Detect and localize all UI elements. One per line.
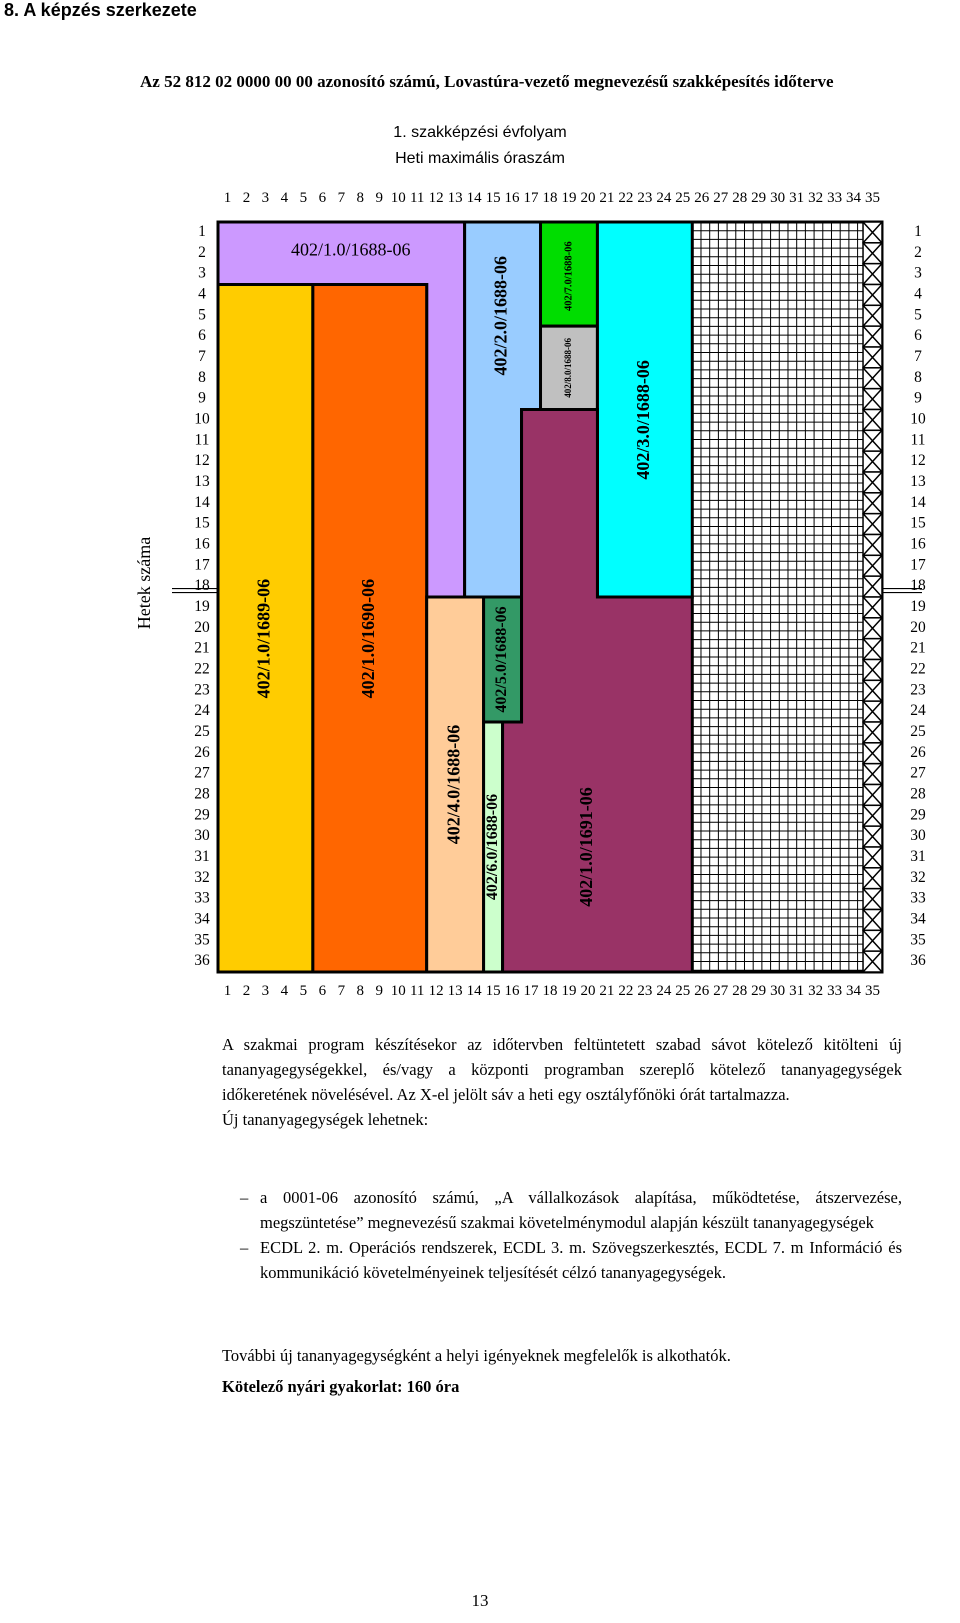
row-tick: 1 <box>914 222 922 240</box>
column-tick: 20 <box>580 983 596 999</box>
column-tick: 12 <box>428 190 444 206</box>
page-number: 13 <box>471 1591 489 1610</box>
column-tick: 20 <box>580 190 596 206</box>
column-tick: 9 <box>375 190 384 206</box>
block-label: 402/8.0/1688-06 <box>563 337 574 398</box>
column-tick: 21 <box>599 190 615 206</box>
column-tick: 16 <box>504 983 520 999</box>
row-tick: 3 <box>914 264 922 282</box>
row-tick: 7 <box>914 347 922 365</box>
column-tick: 17 <box>523 983 539 999</box>
column-tick: 7 <box>337 983 346 999</box>
row-tick: 21 <box>910 639 926 657</box>
column-tick: 32 <box>808 983 824 999</box>
row-tick: 19 <box>910 597 926 615</box>
footnote-text: A szakmai program készítésekor az időtervben feltüntetett szabad sávot kötelező kitölteni új tananyagegységekkel, és/vagy a központi programban szereplő kötelező tananyagegységek időkeretének növelésével. Az X-el jelölt sáv a heti egy osztályfőnöki órát tartalmazza. <box>222 1035 902 1104</box>
y-axis-title: Hetek száma <box>134 536 154 630</box>
section-heading: 8. A képzés szerkezete <box>4 0 197 20</box>
column-tick: 16 <box>504 190 520 206</box>
row-tick: 24 <box>194 702 210 720</box>
column-tick: 5 <box>299 983 308 999</box>
column-tick: 5 <box>299 190 308 206</box>
row-tick: 35 <box>194 931 210 949</box>
row-tick: 35 <box>910 931 926 949</box>
block-label: 402/1.0/1691-06 <box>576 787 597 907</box>
column-tick: 33 <box>827 983 843 999</box>
footnote <box>222 1032 902 1132</box>
row-tick: 20 <box>194 618 210 636</box>
column-tick: 33 <box>827 190 843 206</box>
row-tick: 13 <box>910 472 926 490</box>
row-tick: 9 <box>914 389 922 407</box>
list-item <box>240 1235 902 1285</box>
block-label: 402/6.0/1688-06 <box>483 793 501 901</box>
row-tick: 24 <box>910 702 926 720</box>
list-dash: – <box>240 1238 249 1257</box>
column-tick: 26 <box>694 983 710 999</box>
row-tick: 12 <box>910 452 926 470</box>
row-tick: 10 <box>194 410 210 428</box>
row-tick: 20 <box>910 618 926 636</box>
row-tick: 27 <box>910 764 926 782</box>
column-tick: 28 <box>732 983 748 999</box>
row-tick: 32 <box>910 868 926 886</box>
column-tick: 34 <box>846 190 862 206</box>
row-tick: 16 <box>910 535 926 553</box>
row-tick: 23 <box>910 681 926 699</box>
block-label: 402/7.0/1688-06 <box>563 241 575 312</box>
row-tick: 2 <box>198 243 206 261</box>
row-tick: 25 <box>194 722 210 740</box>
column-tick: 26 <box>694 190 710 206</box>
column-tick: 14 <box>466 190 482 206</box>
row-tick: 4 <box>914 285 922 303</box>
free-band-grid <box>692 222 882 972</box>
column-tick: 2 <box>242 190 251 206</box>
column-tick: 13 <box>447 190 463 206</box>
column-tick: 22 <box>618 190 634 206</box>
free-band <box>692 222 882 972</box>
row-tick: 18 <box>910 577 926 595</box>
column-tick: 18 <box>542 983 558 999</box>
row-tick: 17 <box>194 556 210 574</box>
column-tick: 8 <box>356 190 365 206</box>
document-title: Az 52 812 02 0000 00 00 azonosító számú, Lovastúra-vezető megnevezésű szakképesítés időterve <box>140 72 834 91</box>
hours-caption: Heti maximális óraszám <box>395 150 565 167</box>
list-item-text: ECDL 2. m. Operációs rendszerek, ECDL 3. m. Szövegszerkesztés, ECDL 7. m Információ és kommunikáció követelményeinek teljesítését célzó tananyagegységek. <box>260 1238 902 1282</box>
column-tick: 1 <box>223 983 232 999</box>
block-label: 402/1.0/1689-06 <box>253 578 274 699</box>
row-tick: 5 <box>914 306 922 324</box>
row-tick: 14 <box>910 493 926 511</box>
row-tick: 26 <box>194 743 210 761</box>
column-tick: 22 <box>618 983 634 999</box>
row-tick: 30 <box>910 827 926 845</box>
row-tick: 18 <box>194 577 210 595</box>
column-tick: 21 <box>599 983 615 999</box>
column-tick: 3 <box>261 190 270 206</box>
column-tick: 3 <box>261 983 270 999</box>
column-tick: 19 <box>561 190 577 206</box>
column-tick: 31 <box>789 983 805 999</box>
column-tick: 25 <box>675 190 691 206</box>
column-tick: 28 <box>732 190 748 206</box>
row-tick: 34 <box>194 910 210 928</box>
row-tick: 15 <box>910 514 926 532</box>
column-tick: 1 <box>223 190 232 206</box>
column-tick: 14 <box>466 983 482 999</box>
column-tick: 29 <box>751 983 767 999</box>
summer-practice: Kötelező nyári gyakorlat: 160 óra <box>222 1377 460 1396</box>
row-tick: 31 <box>194 847 210 865</box>
column-tick: 29 <box>751 190 767 206</box>
row-tick: 17 <box>910 556 926 574</box>
row-tick: 23 <box>194 681 210 699</box>
column-tick: 23 <box>637 983 653 999</box>
column-tick: 18 <box>542 190 558 206</box>
row-tick: 12 <box>194 452 210 470</box>
row-tick: 7 <box>198 347 206 365</box>
column-tick: 11 <box>409 983 425 999</box>
column-tick: 34 <box>846 983 862 999</box>
row-tick: 32 <box>194 868 210 886</box>
column-tick: 23 <box>637 190 653 206</box>
row-tick: 2 <box>914 243 922 261</box>
row-tick: 6 <box>198 327 206 345</box>
column-tick: 13 <box>447 983 463 999</box>
row-tick: 29 <box>910 806 926 824</box>
block-label: 402/4.0/1688-06 <box>443 724 464 845</box>
column-tick: 7 <box>337 190 346 206</box>
row-tick: 25 <box>910 722 926 740</box>
row-tick: 4 <box>198 285 206 303</box>
row-tick: 13 <box>194 472 210 490</box>
column-tick: 10 <box>390 190 406 206</box>
row-tick: 16 <box>194 535 210 553</box>
column-tick: 31 <box>789 190 805 206</box>
row-tick: 27 <box>194 764 210 782</box>
column-tick: 24 <box>656 983 672 999</box>
column-tick: 6 <box>318 983 327 999</box>
row-tick: 22 <box>910 660 926 678</box>
row-tick: 21 <box>194 639 210 657</box>
column-tick: 6 <box>318 190 327 206</box>
row-tick: 28 <box>910 785 926 803</box>
row-tick: 29 <box>194 806 210 824</box>
block-label: 402/2.0/1688-06 <box>490 256 511 376</box>
row-tick: 9 <box>198 389 206 407</box>
row-tick: 36 <box>910 952 926 970</box>
further-units: További új tananyagegységként a helyi igényeknek megfelelők is alkothatók. <box>222 1346 731 1365</box>
column-tick: 25 <box>675 983 691 999</box>
column-tick: 10 <box>390 983 406 999</box>
year-caption: 1. szakképzési évfolyam <box>393 124 567 141</box>
block-label: 402/1.0/1688-06 <box>291 239 411 260</box>
row-tick: 8 <box>914 368 922 386</box>
row-tick: 11 <box>910 431 926 449</box>
row-tick: 5 <box>198 306 206 324</box>
x-band-class-hour <box>863 222 882 972</box>
column-tick: 15 <box>485 983 501 999</box>
column-tick: 30 <box>770 983 786 999</box>
row-tick: 11 <box>194 431 210 449</box>
block-label: 402/1.0/1690-06 <box>357 578 378 699</box>
block-label: 402/3.0/1688-06 <box>632 360 653 480</box>
row-tick: 34 <box>910 910 926 928</box>
row-tick: 15 <box>194 514 210 532</box>
column-tick: 12 <box>428 983 444 999</box>
requirement-list <box>240 1185 902 1285</box>
column-tick: 32 <box>808 190 824 206</box>
row-tick: 19 <box>194 597 210 615</box>
list-item-text: a 0001-06 azonosító számú, „A vállalkozások alapítása, működtetése, átszervezése, megszüntetése” megnevezésű szakmai követelménymodul alapján készült tananyagegységek <box>260 1188 902 1232</box>
row-tick: 28 <box>194 785 210 803</box>
row-tick: 3 <box>198 264 206 282</box>
row-tick: 14 <box>194 493 210 511</box>
row-tick: 31 <box>910 847 926 865</box>
row-tick: 26 <box>910 743 926 761</box>
column-tick: 4 <box>280 190 289 206</box>
list-dash: – <box>240 1188 249 1207</box>
row-tick: 33 <box>910 889 926 907</box>
column-tick: 30 <box>770 190 786 206</box>
row-tick: 22 <box>194 660 210 678</box>
row-tick: 6 <box>914 327 922 345</box>
column-tick: 27 <box>713 190 729 206</box>
closing-text <box>222 1343 902 1405</box>
row-tick: 30 <box>194 827 210 845</box>
column-tick: 2 <box>242 983 251 999</box>
column-tick: 35 <box>865 983 881 999</box>
column-tick: 35 <box>865 190 881 206</box>
column-tick: 24 <box>656 190 672 206</box>
column-tick: 15 <box>485 190 501 206</box>
row-tick: 10 <box>910 410 926 428</box>
row-tick: 8 <box>198 368 206 386</box>
block-label: 402/5.0/1688-06 <box>493 606 511 713</box>
row-tick: 36 <box>194 952 210 970</box>
column-tick: 8 <box>356 983 365 999</box>
row-tick: 1 <box>198 222 206 240</box>
column-tick: 17 <box>523 190 539 206</box>
column-tick: 9 <box>375 983 384 999</box>
new-units-label: Új tananyagegységek lehetnek: <box>222 1110 429 1129</box>
column-tick: 11 <box>409 190 425 206</box>
column-tick: 27 <box>713 983 729 999</box>
column-tick: 19 <box>561 983 577 999</box>
list-item <box>240 1185 902 1235</box>
column-tick: 4 <box>280 983 289 999</box>
row-tick: 33 <box>194 889 210 907</box>
